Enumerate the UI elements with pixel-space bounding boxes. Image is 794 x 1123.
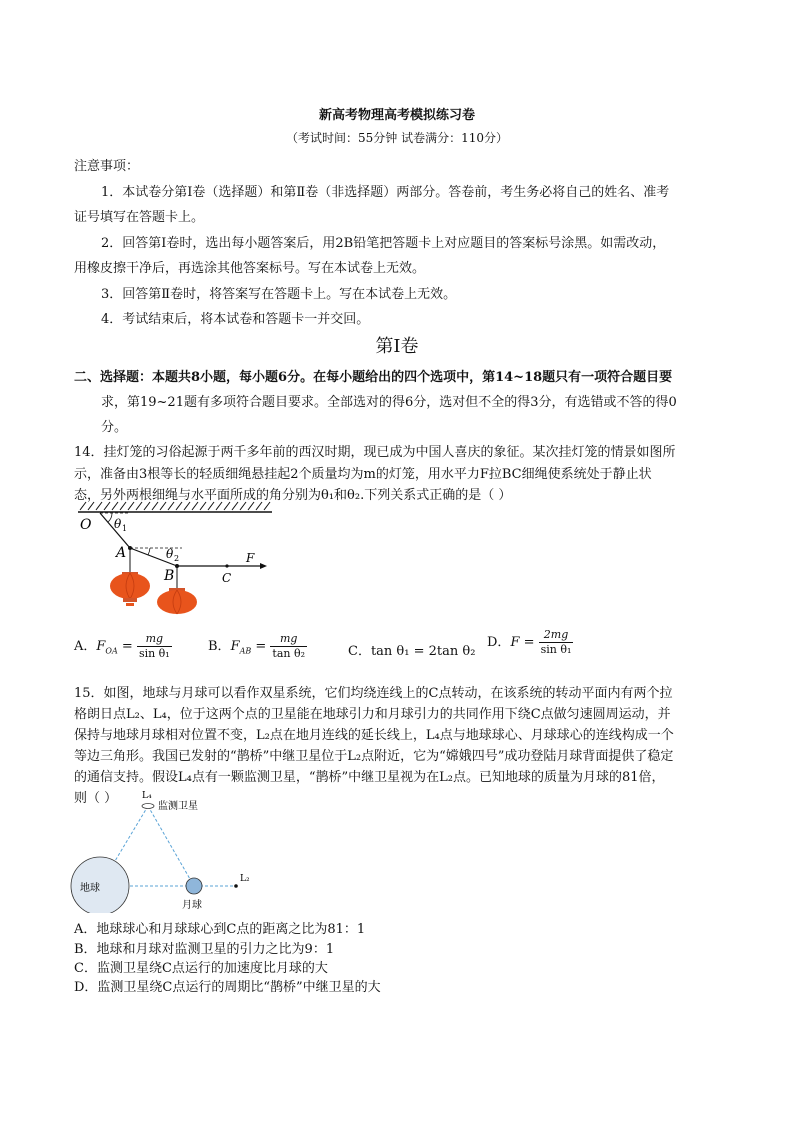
q14-option-A-num: mg [137, 632, 172, 647]
q14-option-D-prefix: D． [487, 635, 511, 650]
paper-subtitle: （考试时间：55分钟 试卷满分：110分） [286, 131, 508, 145]
notice-heading: 注意事项： [74, 159, 140, 174]
notice-line-1: 1．本试卷分第Ⅰ卷（选择题）和第Ⅱ卷（非选择题）两部分。答卷前，考生务必将自己的姓名、准考 [101, 185, 670, 200]
label-theta1: θ [114, 517, 122, 531]
q14-option-A-eq: = [117, 639, 137, 654]
notice-line-4: 用橡皮擦干净后，再选涂其他答案标号。写在本试卷上无效。 [74, 261, 426, 276]
notice-line-5: 3．回答第Ⅱ卷时，将答案写在答题卡上。写在本试卷上无效。 [101, 287, 457, 302]
label-monitor: 监测卫星 [158, 801, 198, 812]
q14-option-A [74, 632, 172, 661]
label-earth: 地球 [80, 883, 100, 894]
q14-option-B-sub: AB [239, 646, 252, 656]
label-B: B [164, 568, 175, 584]
label-moon: 月球 [182, 900, 202, 911]
part2-line-1: 二、选择题：本题共8小题，每小题6分。在每小题给出的四个选项中，第14~18题只有一项符合题目要 [74, 370, 673, 385]
label-A: A [116, 545, 127, 561]
q14-option-B-fraction [270, 632, 307, 661]
q15-option-C: C．监测卫星绕C点运行的加速度比月球的大 [74, 961, 328, 976]
q14-option-D [487, 628, 573, 657]
q15-line-2: 格朗日点L₂、L₄，位于这两个点的卫星能在地球引力和月球引力的共同作用下绕C点做匀速圆周运动，并 [74, 707, 671, 722]
label-theta2: θ [166, 547, 174, 561]
label-C: C [222, 571, 232, 585]
q14-option-B-den: tan θ₂ [272, 647, 306, 660]
q14-option-A-lhs: F [96, 639, 106, 654]
label-theta2-sub: 2 [174, 554, 180, 563]
q14-option-C-text: tan θ₁ = 2tan θ₂ [370, 644, 476, 659]
ceiling-hatch [80, 502, 270, 510]
q14-option-B [208, 632, 307, 661]
force-arrow-head [260, 563, 267, 569]
q14-option-D-den: sin θ₁ [540, 643, 572, 656]
q14-option-A-den: sin θ₁ [138, 647, 170, 660]
q14-line-3: 态，另外两根细绳与水平面所成的角分别为θ₁和θ₂.下列关系式正确的是（ ） [74, 488, 512, 503]
angle-arc-theta1 [108, 513, 112, 522]
q14-option-A-sub: OA [105, 646, 118, 656]
q14-line-2: 示，准备由3根等长的轻质细绳悬挂起2个质量均为m的灯笼，用水平力F拉BC细绳使系统处于静止状 [74, 467, 652, 482]
q14-option-C-prefix: C． [348, 644, 371, 659]
q15-line-5: 的通信支持。假设L₄点有一颗监测卫星，“鹊桥”中继卫星视为在L₂点。已知地球的质量为月球的81倍， [74, 770, 665, 785]
q14-option-D-lhs: F = [510, 635, 539, 650]
angle-arc-theta2 [148, 548, 150, 555]
q14-option-A-fraction [137, 632, 172, 661]
label-theta1-sub: 1 [122, 524, 128, 533]
section-title: 第Ⅰ卷 [375, 336, 419, 357]
q14-option-B-lhs: F [230, 639, 240, 654]
notice-line-6: 4．考试结束后，将本试卷和答题卡一并交回。 [101, 312, 370, 327]
q15-line-3: 保持与地球月球相对位置不变，L₂点在地月连线的延长线上，L₄点与地球球心、月球球心的连线构成一个 [74, 728, 674, 743]
point-L2 [234, 884, 238, 888]
paper-title: 新高考物理高考模拟练习卷 [318, 108, 475, 123]
q15-line-6: 则（ ） [74, 791, 118, 806]
q15-lagrange-figure [70, 788, 270, 913]
notice-line-2: 证号填写在答题卡上。 [74, 210, 205, 225]
q15-option-D: D．监测卫星绕C点运行的周期比“鹊桥”中继卫星的大 [74, 980, 381, 995]
q14-option-D-fraction [539, 628, 574, 657]
q14-line-1: 14．挂灯笼的习俗起源于两千多年前的西汉时期，现已成为中国人喜庆的象征。某次挂灯笼的情景如图所 [74, 445, 676, 460]
monitor-satellite [142, 804, 154, 809]
q14-option-B-eq: = [251, 639, 271, 654]
moon-circle [186, 878, 202, 894]
point-C [225, 564, 228, 567]
label-L4: L₄ [142, 791, 152, 801]
dash-L4-moon [148, 806, 194, 886]
q14-option-B-prefix: B． [208, 639, 231, 654]
part2-line-3: 分。 [101, 420, 128, 435]
q15-line-1: 15．如图，地球与月球可以看作双星系统，它们均绕连线上的C点转动，在该系统的转动平面内有两个拉 [74, 686, 673, 701]
notice-line-3: 2．回答第Ⅰ卷时，选出每小题答案后，用2B铅笔把答题卡上对应题目的答案标号涂黑。如需改动， [101, 236, 666, 251]
label-O: O [80, 517, 92, 533]
q14-option-D-num: 2mg [539, 628, 574, 643]
lantern-A [110, 572, 150, 606]
q15-option-A: A．地球球心和月球球心到C点的距离之比为81：1 [74, 922, 366, 937]
label-F: F [246, 551, 255, 565]
q14-option-C [348, 640, 475, 659]
lantern-B [157, 588, 197, 614]
q15-line-4: 等边三角形。我国已发射的“鹊桥”中继卫星位于L₂点附近，它为“嫦娥四号”成功登陆月球背面提供了稳定 [74, 749, 674, 764]
label-L2: L₂ [240, 874, 250, 884]
q14-option-B-num: mg [270, 632, 307, 647]
q14-option-A-prefix: A． [74, 639, 97, 654]
q14-lantern-figure [70, 500, 285, 615]
part2-line-2: 求，第19~21题有多项符合题目要求。全部选对的得6分，选对但不全的得3分，有选错或不答的得0 [101, 395, 677, 410]
q15-option-B: B．地球和月球对监测卫星的引力之比为9：1 [74, 942, 335, 957]
